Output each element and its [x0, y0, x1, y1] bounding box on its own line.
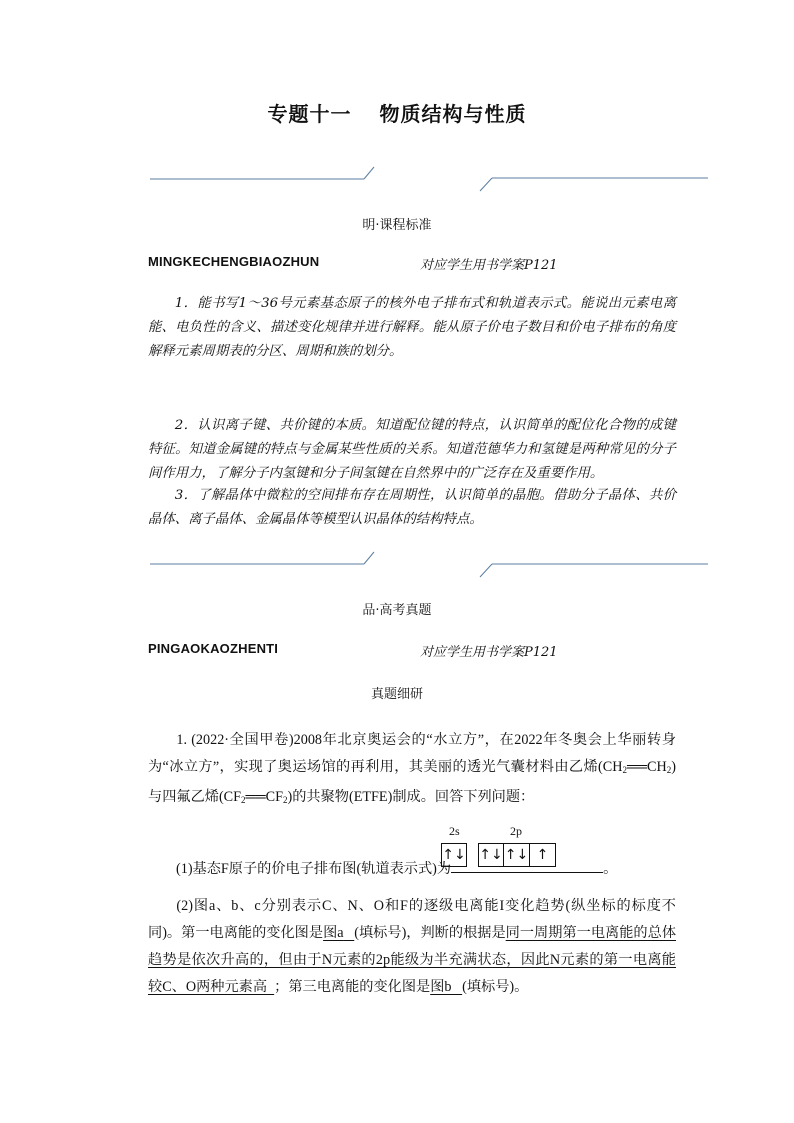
question-part-1: (1)基态F原子的价电子排布图(轨道表示式)为 。: [148, 856, 676, 883]
answer-blank-1: 图a: [323, 925, 344, 941]
section-pinyin-curriculum: MINGKECHENGBIAOZHUN: [148, 254, 320, 269]
page-title-right: 物质结构与性质: [379, 102, 527, 126]
section-title-exam: 品·高考真题: [362, 603, 432, 618]
question-intro: 1. (2022·全国甲卷)2008年北京奥运会的“水立方”，在2022年冬奥会上华丽转身为“冰立方”，实现了奥运场馆的再利用，其美丽的透光气囊材料由乙烯$(CH_2══CH_2)$与四氟乙烯$(CF_2══CF_2)$的共聚物(ETFE)制成。回答下列问题：: [148, 732, 676, 805]
section-ref-curriculum: 对应学生用书学案P121: [420, 258, 558, 273]
section-divider: [0, 163, 794, 193]
curriculum-paragraph: 1．能书写1～36号元素基态原子的核外电子排布式和轨道表示式。能说出元素电离能、电负性的含义、描述变化规律并进行解释。能从原子价电子数目和价电子排布的角度解释元素周期表的分区、周期和族的划分。: [148, 296, 676, 359]
section-divider: [0, 550, 794, 580]
page-title: [0, 98, 794, 127]
page-title-left: 专题十一: [267, 102, 352, 126]
curriculum-paragraph: 3．了解晶体中微粒的空间排布存在周期性，认识简单的晶胞。借助分子晶体、共价晶体、离子晶体、金属晶体等模型认识晶体的结构特点。: [148, 488, 676, 527]
answer-blank-3: 图b: [430, 979, 452, 995]
answer-blank-2: 同一周期第一电离能的总体趋势是依次升高的，但由于N元素的2p能级为半充满状态，因此N元素的第一电离能较C、O两种元素高: [148, 925, 677, 995]
section-ref-exam: 对应学生用书学案P121: [420, 645, 558, 660]
curriculum-paragraph: 2．认识离子键、共价键的本质。知道配位键的特点，认识简单的配位化合物的成键特征。知道金属键的特点与金属某些性质的关系。知道范德华力和氢键是两种常见的分子间作用力，了解分子内氢键和分子间氢键在自然界中的广泛存在及重要作用。: [148, 418, 676, 481]
section-title-curriculum: 明·课程标准: [362, 218, 432, 233]
question-part-2: (2)图a、b、c分别表示C、N、O和F的逐级电离能I变化趋势(纵坐标的标度不同)。第一电离能的变化图是图a (填标号)，判断的根据是同一周期第一电离能的总体趋势是依次升高的，但由于N元素的2p能级为半充满状态，因此N元素的第一电离能较C、O两种元素高 ；第三电离能的变化图是图b (填标号)。: [148, 898, 677, 995]
section-subtitle-exam: 真题细研: [370, 687, 423, 702]
orbital-2s-box: ↑↓: [441, 843, 467, 867]
orbital-2p-label: 2p: [510, 824, 522, 838]
orbital-2s-label: 2s: [449, 824, 460, 838]
section-pinyin-exam: PINGAOKAOZHENTI: [148, 641, 279, 656]
orbital-2p-boxes: ↑↓ ↑↓ ↑: [478, 843, 556, 867]
